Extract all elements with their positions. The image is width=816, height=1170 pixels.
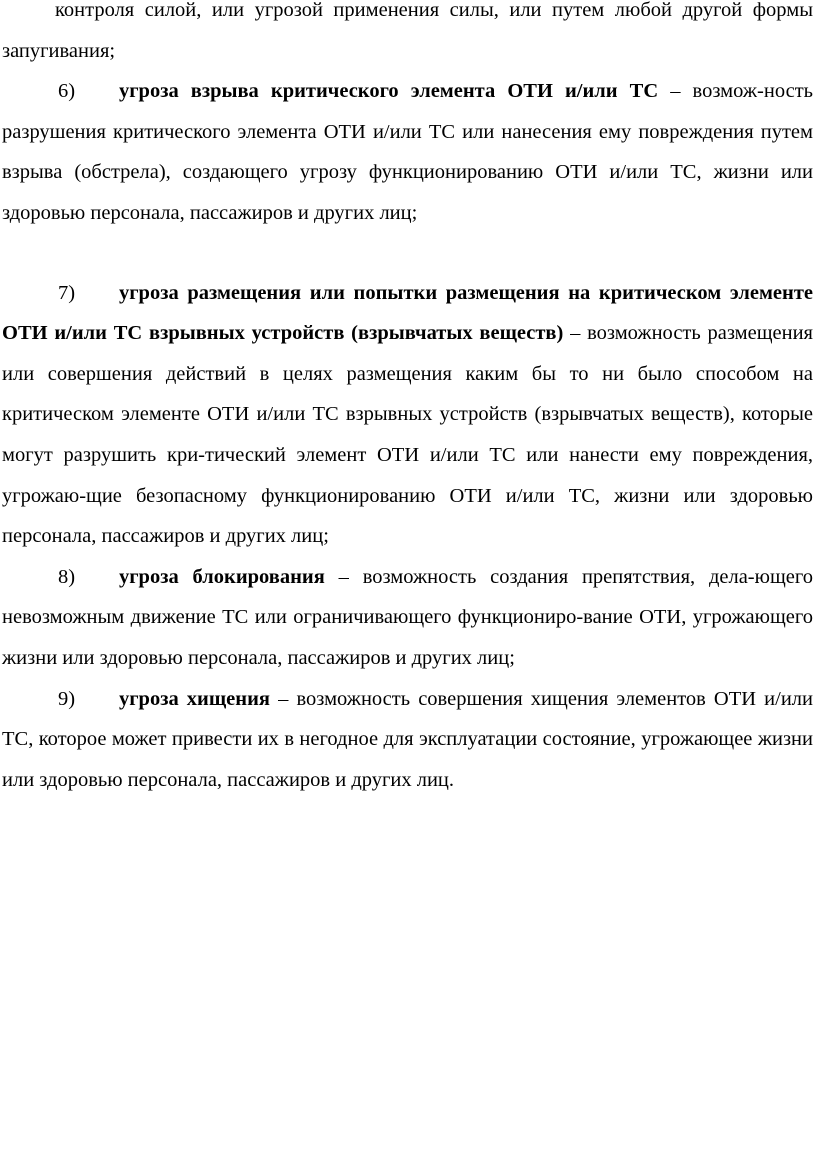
- item-number: 7): [58, 281, 76, 304]
- item-number: 8): [58, 565, 76, 588]
- item-definition: – возможность размещения или совершения действий в целях размещения каким бы то ни было способом на критическом элементе ОТИ и/или ТС взрывных устройств (взрывчатых веществ), которые могут разрушить кри-тический элемент ОТИ и/или ТС или нанести ему повреждения, угрожаю-щие безопасному функционированию ОТИ и/или ТС, жизни или здоровью персонала, пассажиров и других лиц;: [2, 322, 813, 548]
- item-definition: – возмож-ность разрушения критического элемента ОТИ и/или ТС или нанесения ему повреждения путем взрыва (обстрела), создающего угрозу функционированию ОТИ и/или ТС, жизни или здоровью персонала, пассажиров и других лиц;: [2, 80, 813, 224]
- item-definition: – возможность создания препятствия, дела-ющего невозможным движение ТС или ограничивающего функциониро-вание ОТИ, угрожающего жизни или здоровью персонала, пассажиров и других лиц;: [2, 565, 813, 669]
- list-item-7: [2, 273, 813, 557]
- item-definition: – возможность совершения хищения элементов ОТИ и/или ТС, которое может привести их в негодное для эксплуатации состояние, угрожающее жизни или здоровью персонала, пассажиров и других лиц.: [2, 687, 813, 791]
- item-term: угроза размещения или попытки размещения на критическом элементе ОТИ и/или ТС взрывных устройств (взрывчатых веществ): [2, 281, 813, 345]
- list-item-9: [2, 679, 813, 801]
- item-number: 6): [58, 80, 76, 103]
- item-term: угроза хищения: [119, 687, 270, 710]
- item-term: угроза блокирования: [119, 565, 325, 588]
- item-number: 9): [58, 687, 76, 710]
- continuation-paragraph: контроля силой, или угрозой применения силы, или путем любой другой формы запугивания;: [2, 0, 813, 62]
- list-item-8: [2, 557, 813, 679]
- list-item-6: [2, 71, 813, 233]
- item-term: угроза взрыва критического элемента ОТИ и/или ТС: [119, 80, 659, 103]
